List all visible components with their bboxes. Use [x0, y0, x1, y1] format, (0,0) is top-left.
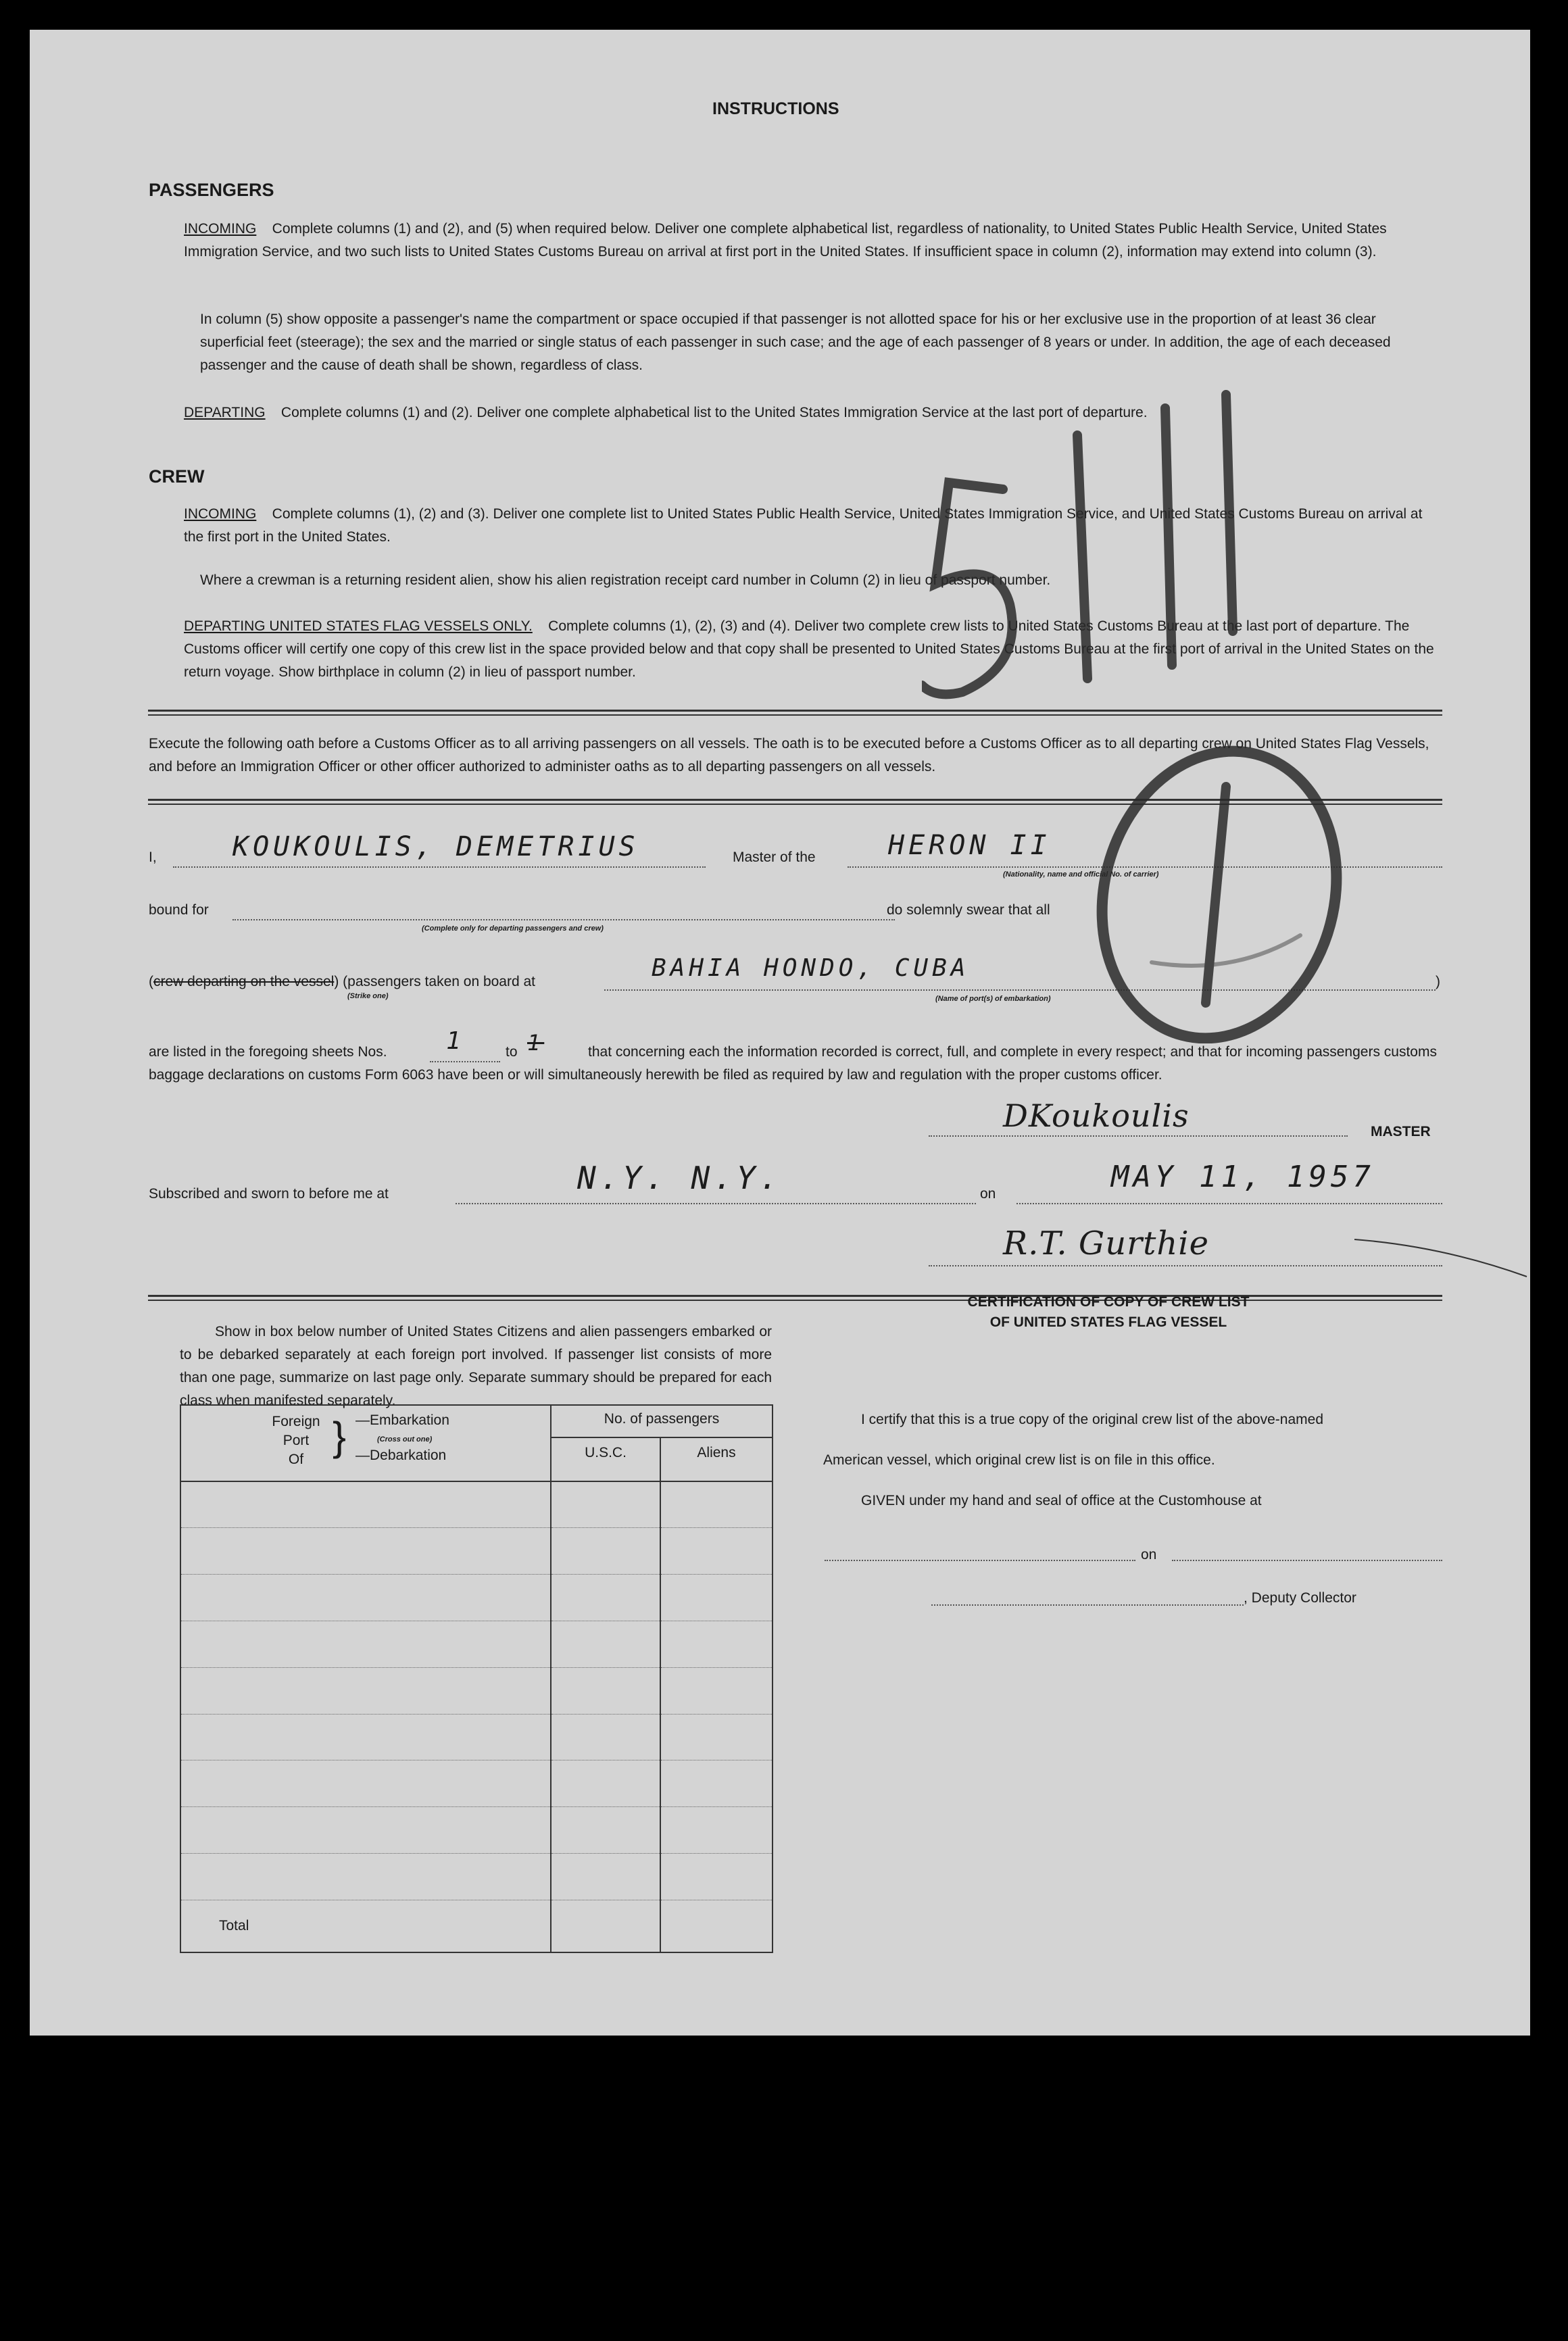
crew-resident-text: Where a crewman is a returning resident alien, show his alien registration receipt card number in Column (2) in lieu of passport number. [200, 572, 1051, 588]
given-text: GIVEN under my hand and seal of office at the Customhouse at [861, 1493, 1262, 1508]
foreign-label: Foreign [272, 1414, 320, 1429]
certification-title-2: OF UNITED STATES FLAG VESSEL [989, 1314, 1227, 1330]
crayon-markings [922, 381, 1408, 1043]
deputy-signature-line[interactable] [931, 1604, 1244, 1606]
passengers-count-header [551, 1405, 773, 1481]
listed-label: are listed in the foregoing sheets Nos. [149, 1044, 387, 1060]
bound-for-label: bound for [149, 902, 209, 918]
debarkation-label[interactable]: —Debarkation [356, 1448, 447, 1463]
table-row[interactable] [180, 1528, 773, 1575]
sheet-from-handwritten: 1 [446, 1027, 465, 1055]
oath-i-label: I, [149, 849, 157, 865]
passengers-column5-text: In column (5) show opposite a passenger's name the compartment or space occupied if that passenger is not allotted space for his or her exclusive use in the proportion of at least 36 clear superficial feet (steerage); the sex and the married or single status of each passenger in such case; and the age of each passenger of 8 years or under. In addition, the age of each deceased passenger and the cause of death shall be shown, regardless of class. [200, 312, 1391, 373]
crew-departing-label: DEPARTING UNITED STATES FLAG VESSELS ONLY. [184, 618, 533, 634]
table-row[interactable] [180, 1807, 773, 1854]
table-row[interactable] [180, 1481, 773, 1528]
table-row[interactable] [180, 1760, 773, 1807]
crayon-circled-digit [1206, 787, 1226, 1003]
cert-date-line[interactable] [1172, 1560, 1442, 1561]
passengers-incoming-paragraph [184, 218, 1442, 264]
crayon-digit-1c [1226, 395, 1233, 631]
port-label: Port [283, 1433, 310, 1448]
strike-note: (Strike one) [347, 992, 389, 1000]
embarkation-label[interactable]: —Embarkation [356, 1412, 449, 1428]
summary-instructions: Show in box below number of United States Citizens and alien passengers embarked or to be debarked separately at each foreign port involved. If passenger list consists of more than one page, summarize on last page only. Separate summary should be prepared for each class when manifested separately. [180, 1324, 772, 1408]
close-paren: ) [1436, 974, 1440, 989]
vessel-name-handwritten: HERON II [888, 830, 1051, 861]
bound-for-note: (Complete only for departing passengers and crew) [422, 925, 604, 933]
no-of-passengers-label: No. of passengers [604, 1411, 720, 1427]
embark-note: (Name of port(s) of embarkation) [935, 995, 1051, 1003]
table-row[interactable] [180, 1575, 773, 1621]
passengers-departing-label: DEPARTING [184, 405, 266, 420]
deputy-collector-label: , Deputy Collector [1244, 1590, 1356, 1606]
certify-text-2: American vessel, which original crew list is on file in this office. [823, 1452, 1215, 1468]
crew-departing-struck: crew departing on the vessel [153, 974, 335, 989]
bound-for-line [232, 919, 895, 920]
aliens-label: Aliens [697, 1445, 736, 1460]
master-signature-line [929, 1135, 1348, 1137]
form-page [30, 30, 1530, 2036]
master-signature: DKoukoulis [1003, 1098, 1190, 1134]
master-name-line [173, 866, 706, 868]
cert-on-label: on [1141, 1547, 1157, 1562]
crayon-digit-5 [922, 483, 1012, 694]
crew-passengers-line: (crew departing on the vessel) (passengers taken on board at [149, 974, 536, 989]
sworn-on-label: on [980, 1186, 996, 1202]
customhouse-line[interactable] [825, 1560, 1135, 1561]
master-of-label: Master of the [733, 849, 816, 865]
table-row[interactable] [180, 1621, 773, 1668]
to-label: to [506, 1044, 518, 1060]
usc-label: U.S.C. [585, 1445, 627, 1460]
signature-flourish [1354, 1226, 1530, 1280]
total-label: Total [219, 1917, 249, 1933]
certification-title-1: CERTIFICATION OF COPY OF CREW LIST [967, 1294, 1250, 1310]
sworn-place-line [456, 1203, 976, 1204]
passengers-departing-text: Complete columns (1) and (2). Deliver one complete alphabetical list to the United States Immigration Service at the last port of departure. [280, 405, 1148, 420]
passengers-label: (passengers taken on board at [343, 974, 536, 989]
passengers-heading: PASSENGERS [149, 180, 274, 200]
crayon-digit-1a [1077, 435, 1087, 679]
table-row[interactable] [180, 1667, 773, 1714]
master-name-handwritten: KOUKOULIS, DEMETRIUS [232, 831, 639, 862]
listed-text: that concerning each the information recorded is correct, full, and complete in every respect; and that for incoming passengers customs baggage declarations on customs Form 6063 have been or will simultaneously herewith be filed as required by law and regulation with the proper customs officer. [149, 1044, 1437, 1083]
passengers-incoming-label: INCOMING [184, 221, 257, 237]
of-label: Of [288, 1452, 304, 1467]
master-label: MASTER [1371, 1124, 1431, 1139]
crew-incoming-text: Complete columns (1), (2) and (3). Deliver one complete list to United States Public Health Service, United States Immigration Service, and United States Customs Bureau on arrival at the first port in the United States. [184, 506, 1423, 545]
crew-incoming-label: INCOMING [184, 506, 257, 522]
table-row[interactable] [180, 1714, 773, 1760]
subscribed-label: Subscribed and sworn to before me at [149, 1186, 389, 1202]
officer-signature: R.T. Gurthie [1003, 1225, 1210, 1262]
sheet-to-handwritten: 1 [527, 1030, 545, 1056]
sworn-place-handwritten: N.Y. N.Y. [577, 1160, 783, 1196]
embark-port-handwritten: BAHIA HONDO, CUBA [652, 954, 970, 982]
passengers-incoming-text: Complete columns (1) and (2), and (5) when required below. Deliver one complete alphabetical list, regardless of nationality, to United States Public Health Service, United States Immigration Service, and two such lists to United States Customs Bureau on arrival at first port in the United States. If insufficient space in column (2), information may extend into column (3). [184, 221, 1387, 260]
nationality-note: (Nationality, name and official No. of carrier) [1003, 870, 1159, 879]
sworn-date-handwritten: MAY 11, 1957 [1111, 1160, 1375, 1194]
swear-label: do solemnly swear that all [887, 902, 1050, 918]
oath-execute-text: Execute the following oath before a Customs Officer as to all arriving passengers on all vessels. The oath is to be executed before a Customs Officer as to all departing crew on United States Flag Vessels, and before an Immigration Officer or other officer authorized to administer oaths as to all departing passengers on all vessels. [149, 736, 1429, 774]
page-title: INSTRUCTIONS [712, 99, 839, 118]
cross-out-note: (Cross out one) [377, 1435, 433, 1444]
certify-text: I certify that this is a true copy of the original crew list of the above-named [861, 1412, 1323, 1427]
foreign-port-header: Foreign Port Of } —Embarkation (Cross out one) —Debarkation [180, 1405, 551, 1481]
total-row[interactable] [180, 1900, 773, 1952]
table-row[interactable] [180, 1853, 773, 1900]
crew-heading: CREW [149, 466, 205, 487]
passenger-summary-table [180, 1404, 773, 1953]
sworn-date-line [1016, 1203, 1442, 1204]
crayon-digit-1b [1165, 408, 1172, 665]
crew-departing-text: Complete columns (1), (2), (3) and (4). Deliver two complete crew lists to United States Customs Bureau at the last port of departure. The Customs officer will certify one copy of this crew list in the space provided below and that copy shall be presented to United States Customs Bureau at the first port of arrival in the United States on the return voyage. Show birthplace in column (2) in lieu of passport number. [184, 618, 1434, 680]
